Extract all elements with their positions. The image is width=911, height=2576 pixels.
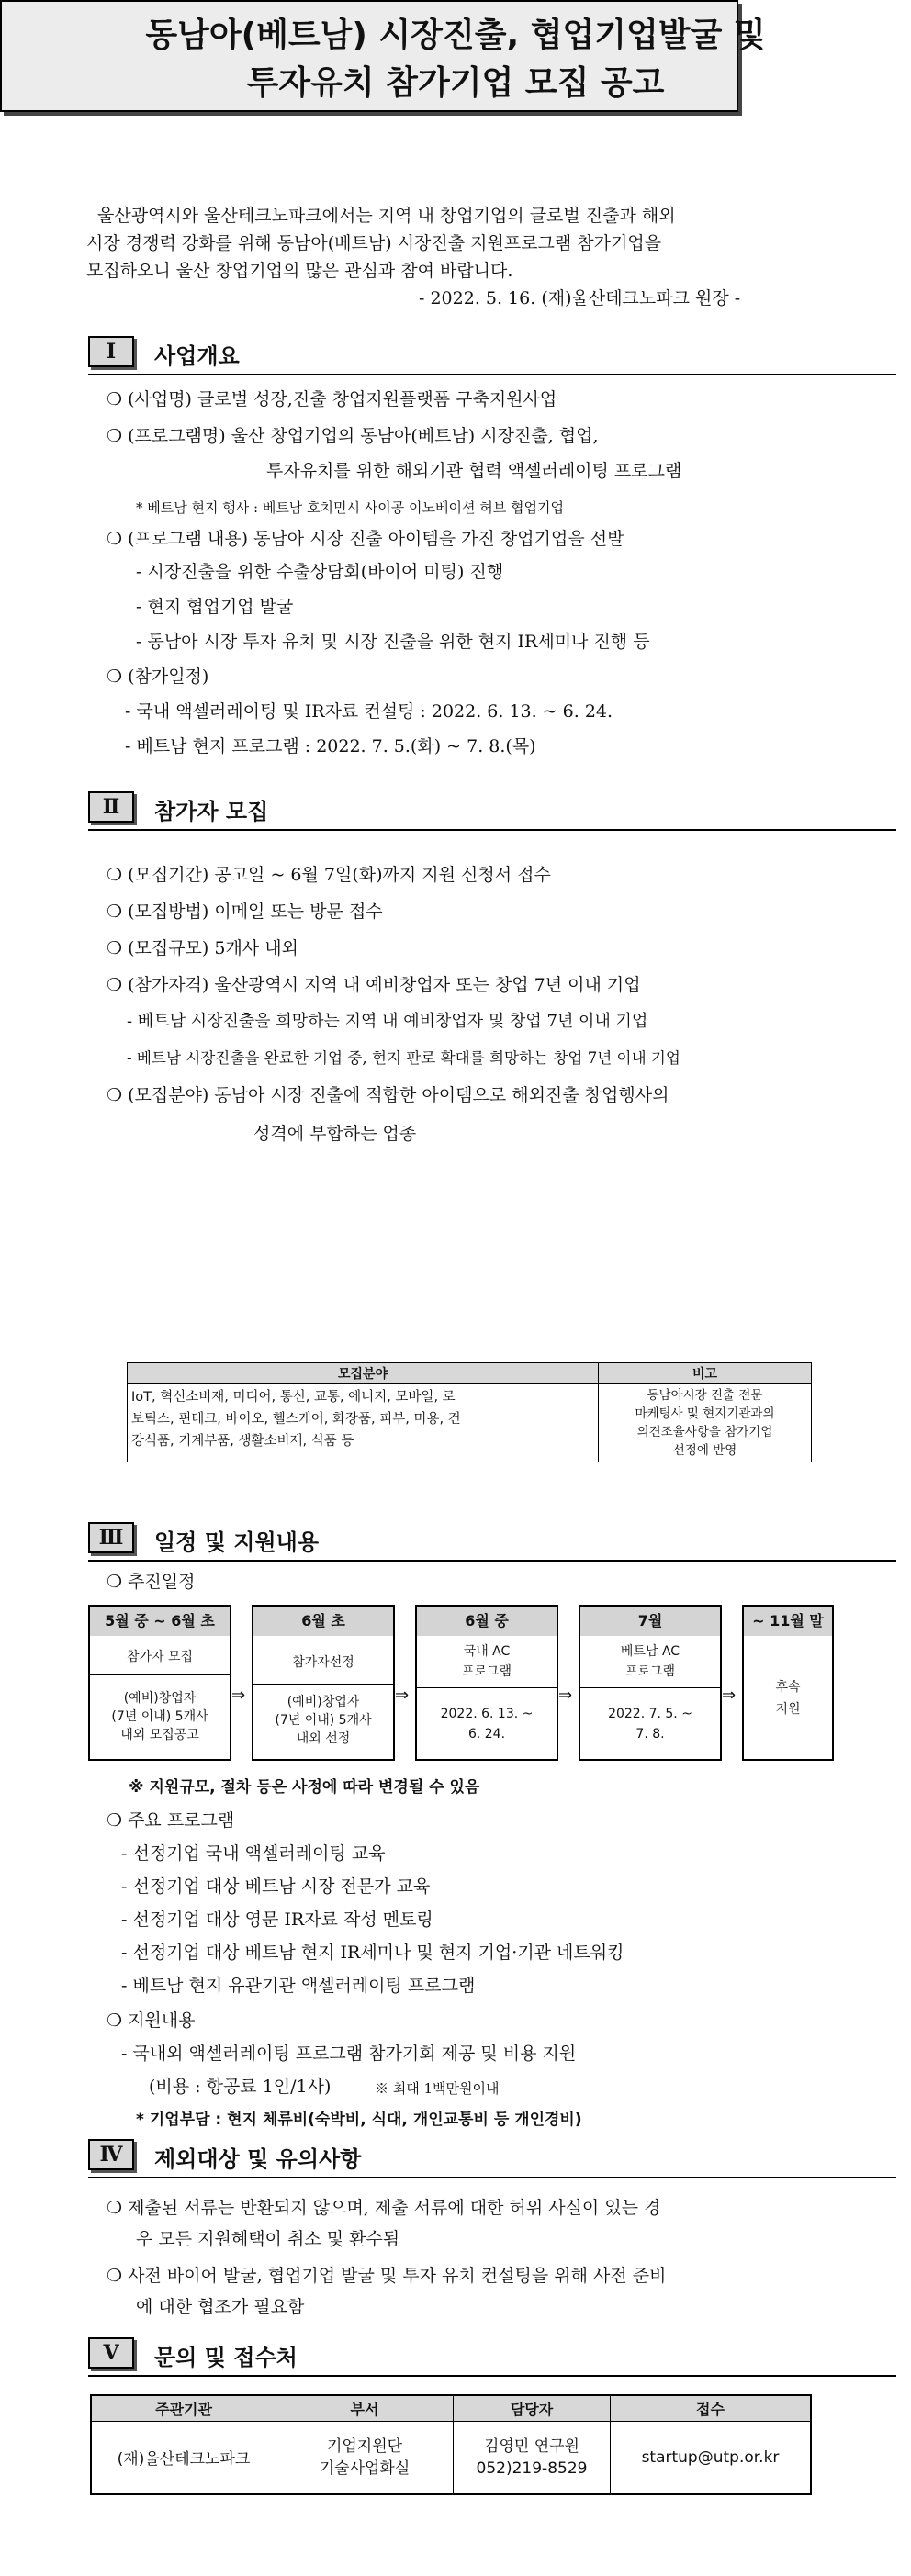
contact-dept: [276, 2421, 454, 2494]
flow-step-1-desc-3: 내외 모집공고: [120, 1728, 199, 1742]
flow-step-4-desc: [580, 1704, 720, 1744]
s1-line-9: ❍ (참가일정): [107, 666, 209, 687]
field-table-header-field: 모집분야: [128, 1363, 599, 1384]
flow-step-2-body: [252, 1636, 395, 1761]
flow-step-3-divider: [417, 1687, 557, 1688]
intro-signature: - 2022. 5. 16. (재)울산테크노파크 원장 -: [419, 288, 741, 308]
s3-line-7: ❍ 지원내용: [107, 2010, 196, 2031]
section-5-title: 문의 및 접수처: [154, 2345, 298, 2370]
contact-person-phone: 052)219-8529: [476, 2458, 588, 2478]
s3-line-2: - 선정기업 국내 액셀러레이팅 교육: [121, 1843, 386, 1864]
section-4-number: Ⅳ: [88, 2139, 134, 2170]
s1-line-6: - 시장진출을 위한 수출상담회(바이어 미팅) 진행: [136, 562, 504, 582]
field-table: [127, 1362, 812, 1462]
flow-step-3-title-1: 국내 AC: [463, 1644, 511, 1659]
flow-step-4-title: [580, 1641, 720, 1682]
flow-step-3-desc-2: 6. 24.: [467, 1727, 506, 1742]
s4-line-4: 에 대한 협조가 필요함: [136, 2297, 305, 2317]
s2-line-5: - 베트남 시장진출을 희망하는 지역 내 예비창업자 및 창업 7년 이내 기업: [127, 1012, 648, 1031]
s2-line-6: - 베트남 시장진출을 완료한 기업 중, 현지 판로 확대를 희망하는 창업 7년 이내 기업: [127, 1049, 680, 1067]
flow-arrow-1: ⇒: [231, 1686, 246, 1705]
flow-step-3-title: [417, 1641, 557, 1682]
section-2-number: Ⅱ: [88, 791, 134, 823]
s4-line-1: ❍ 제출된 서류는 반환되지 않으며, 제출 서류에 대한 허위 사실이 있는 경: [107, 2198, 661, 2218]
flow-step-3-title-2: 프로그램: [461, 1664, 512, 1679]
flow-step-5-desc: [744, 1676, 832, 1720]
s1-line-3: 투자유치를 위한 해외기관 협력 액셀러레이팅 프로그램: [266, 461, 682, 481]
s2-line-8: 성격에 부합하는 업종: [253, 1124, 417, 1144]
flow-step-1-desc-1: (예비)창업자: [123, 1691, 197, 1706]
contact-email[interactable]: startup@utp.or.kr: [611, 2421, 812, 2494]
contact-org: (재)울산테크노파크: [91, 2421, 276, 2494]
s3-sub-schedule: ❍ 추진일정: [107, 1572, 196, 1592]
s3-line-3: - 선정기업 대상 베트남 시장 전문가 교육: [121, 1876, 431, 1897]
note-line-2: 마케팅사 및 현지기관과의: [635, 1406, 775, 1421]
s1-line-2: ❍ (프로그램명) 울산 창업기업의 동남아(베트남) 시장진출, 협업,: [107, 426, 599, 446]
s3-line-10: * 기업부담 : 현지 체류비(숙박비, 식대, 개인교통비 등 개인경비): [136, 2111, 582, 2129]
s1-line-7: - 현지 협업기업 발굴: [136, 597, 294, 617]
flow-step-4-title-1: 베트남 AC: [620, 1644, 680, 1659]
contact-header-org: 주관기관: [91, 2395, 276, 2421]
section-2-title: 참가자 모집: [154, 799, 269, 824]
section-3-number: Ⅲ: [88, 1522, 134, 1553]
section-3-rule: [88, 1560, 896, 1562]
flow-step-3-head: 6월 중: [415, 1605, 558, 1638]
flow-step-5-desc-1: 후속: [775, 1680, 801, 1695]
s3-line-4: - 선정기업 대상 영문 IR자료 작성 멘토링: [121, 1910, 433, 1930]
flow-step-2-desc-1: (예비)창업자: [287, 1695, 360, 1709]
flow-step-4-desc-1: 2022. 7. 5. ~: [608, 1707, 692, 1721]
s1-line-10: - 국내 액셀러레이팅 및 IR자료 컨설팅 : 2022. 6. 13. ~ 6. 24.: [125, 701, 613, 722]
s1-line-4: * 베트남 현지 행사 : 베트남 호치민시 사이공 이노베이션 허브 협업기업: [136, 499, 564, 516]
field-table-note: [599, 1384, 812, 1462]
flow-step-1-desc: [90, 1689, 230, 1744]
flow-step-2-divider: [253, 1684, 393, 1685]
section-5-rule: [88, 2375, 896, 2377]
s2-line-7: ❍ (모집분야) 동남아 시장 진출에 적합한 아이템으로 해외진출 창업행사의: [107, 1085, 669, 1105]
s3-line-6: - 베트남 현지 유관기관 액셀러레이팅 프로그램: [121, 1976, 476, 1996]
s4-line-2: 우 모든 지원혜택이 취소 및 환수됨: [136, 2229, 400, 2249]
section-1-title: 사업개요: [154, 343, 240, 369]
contact-dept-2: 기술사업화실: [319, 2458, 411, 2478]
section-5-number: Ⅴ: [88, 2337, 134, 2369]
flow-step-4-title-2: 프로그램: [624, 1664, 676, 1679]
title-line-1: 동남아(베트남) 시장진출, 협업기업발굴 및: [145, 17, 766, 54]
s3-line-1: ❍ 주요 프로그램: [107, 1810, 235, 1831]
field-table-header-note: 비고: [599, 1363, 812, 1384]
flow-arrow-4: ⇒: [722, 1686, 737, 1705]
flow-step-5-body: [742, 1636, 834, 1761]
s2-line-2: ❍ (모집방법) 이메일 또는 방문 접수: [107, 902, 383, 922]
s1-line-1: ❍ (사업명) 글로벌 성장,진출 창업지원플랫폼 구축지원사업: [107, 389, 557, 409]
contact-header-receipt: 접수: [611, 2395, 812, 2421]
flow-arrow-2: ⇒: [395, 1686, 410, 1705]
note-line-1: 동남아시장 진출 전문: [647, 1388, 763, 1403]
section-1-number: Ⅰ: [88, 336, 134, 367]
flow-step-5-head: ~ 11월 말: [742, 1605, 834, 1638]
s2-line-4: ❍ (참가자격) 울산광역시 지역 내 예비창업자 또는 창업 7년 이내 기업: [107, 975, 641, 995]
flow-step-1-title: 참가자 모집: [126, 1650, 194, 1664]
flow-step-1-body: [88, 1636, 231, 1761]
s4-line-3: ❍ 사전 바이어 발굴, 협업기업 발굴 및 투자 유치 컨설팅을 위해 사전 준비: [107, 2266, 667, 2286]
contact-header-person: 담당자: [454, 2395, 611, 2421]
section-4-title: 제외대상 및 유의사항: [154, 2146, 362, 2172]
flow-step-2-title: 참가자선정: [292, 1655, 354, 1670]
s2-line-1: ❍ (모집기간) 공고일 ~ 6월 7일(화)까지 지원 신청서 접수: [107, 865, 551, 885]
section-4-rule: [88, 2177, 896, 2178]
contact-person-name: 김영민 연구원: [484, 2436, 579, 2456]
section-2-rule: [88, 829, 896, 831]
s1-line-11: - 베트남 현지 프로그램 : 2022. 7. 5.(화) ~ 7. 8.(목): [125, 736, 536, 756]
s3-line-9: (비용 : 항공료 1인/1사): [149, 2077, 332, 2097]
s3-line-8: - 국내외 액셀러레이팅 프로그램 참가기회 제공 및 비용 지원: [121, 2044, 577, 2064]
title-line-2: 투자유치 참가기업 모집 공고: [246, 64, 665, 102]
flow-step-4-head: 7월: [579, 1605, 722, 1638]
flow-step-1-head: 5월 중 ~ 6월 초: [88, 1605, 231, 1638]
s3-line-5: - 선정기업 대상 베트남 현지 IR세미나 및 현지 기업·기관 네트워킹: [121, 1943, 624, 1963]
contact-header-dept: 부서: [276, 2395, 454, 2421]
intro-line-3: 모집하오니 울산 창업기업의 많은 관심과 참여 바랍니다.: [86, 261, 513, 281]
flow-step-4-body: [579, 1636, 722, 1761]
field-line-2: 보틱스, 핀테크, 바이오, 헬스케어, 화장품, 피부, 미용, 건: [131, 1412, 461, 1427]
s3-line-9-note: ※ 최대 1백만원이내: [375, 2080, 500, 2097]
contact-person: [454, 2421, 611, 2494]
intro-line-1: 울산광역시와 울산테크노파크에서는 지역 내 창업기업의 글로벌 진출과 해외: [97, 206, 676, 226]
flow-step-2-desc-2: (7년 이내) 5개사: [275, 1713, 372, 1728]
section-1-rule: [88, 374, 896, 375]
flow-step-4-divider: [580, 1687, 720, 1688]
flow-step-2-desc: [253, 1693, 393, 1748]
title-box: [0, 0, 766, 112]
s1-line-5: ❍ (프로그램 내용) 동남아 시장 진출 아이템을 가진 창업기업을 선발: [107, 529, 624, 549]
intro-line-2: 시장 경쟁력 강화를 위해 동남아(베트남) 시장진출 지원프로그램 참가기업을: [86, 233, 662, 253]
flow-step-2-desc-3: 내외 선정: [296, 1731, 351, 1746]
note-line-3: 의견조율사항을 참가기업: [636, 1425, 773, 1439]
section-3-title: 일정 및 지원내용: [154, 1529, 319, 1555]
flow-step-4-desc-2: 7. 8.: [635, 1727, 665, 1742]
field-table-fields: [128, 1384, 599, 1462]
flow-step-3-body: [415, 1636, 558, 1761]
s3-note: ※ 지원규모, 절차 등은 사정에 따라 변경될 수 있음: [129, 1778, 480, 1797]
flow-step-3-desc: [417, 1704, 557, 1744]
s2-line-3: ❍ (모집규모) 5개사 내외: [107, 938, 298, 958]
flow-step-2-head: 6월 초: [252, 1605, 395, 1638]
s1-line-8: - 동남아 시장 투자 유치 및 시장 진출을 위한 현지 IR세미나 진행 등: [136, 632, 650, 652]
flow-step-3-desc-1: 2022. 6. 13. ~: [440, 1707, 534, 1721]
flow-step-1-divider: [90, 1674, 230, 1675]
field-line-3: 강식품, 기계부품, 생활소비재, 식품 등: [131, 1434, 354, 1449]
field-line-1: IoT, 혁신소비재, 미디어, 통신, 교통, 에너지, 모바일, 로: [131, 1390, 456, 1405]
contact-table: [90, 2394, 812, 2495]
note-line-4: 선정에 반영: [672, 1443, 737, 1458]
flow-step-1-desc-2: (7년 이내) 5개사: [111, 1709, 208, 1724]
contact-dept-1: 기업지원단: [326, 2436, 403, 2456]
flow-arrow-3: ⇒: [558, 1686, 573, 1705]
flow-step-5-desc-2: 지원: [775, 1702, 801, 1717]
